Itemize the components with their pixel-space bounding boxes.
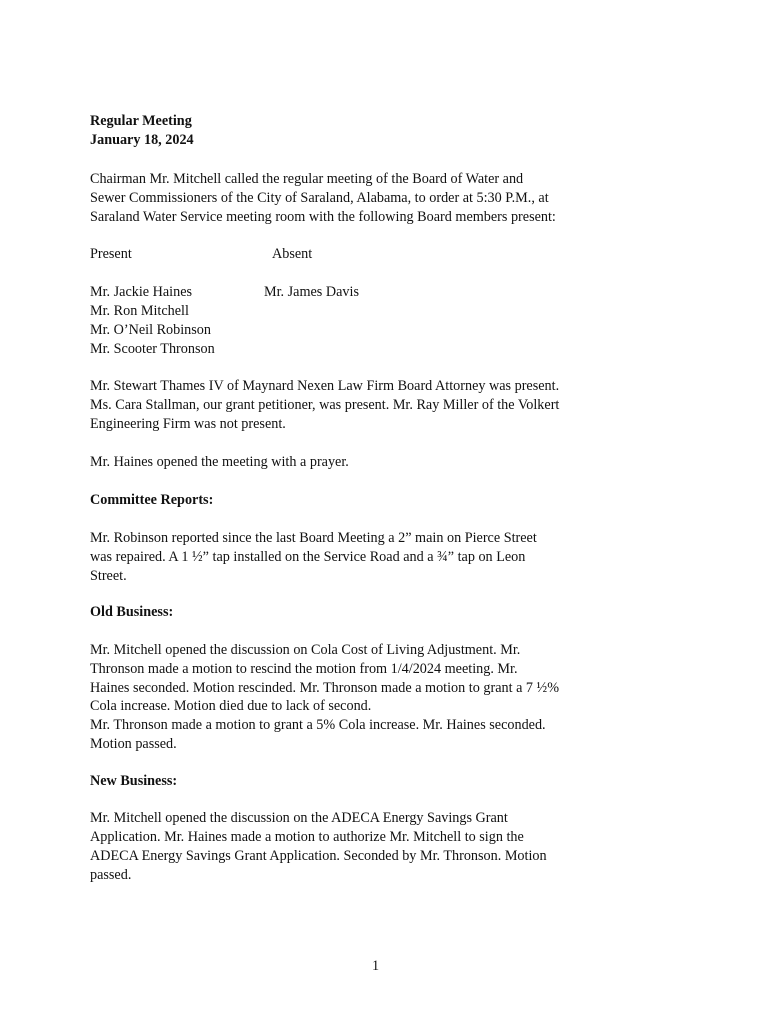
new-business-line: passed. <box>90 867 132 883</box>
absent-member: Mr. James Davis <box>264 284 359 300</box>
old-business-line: Haines seconded. Motion rescinded. Mr. Thronson made a motion to grant a 7 ½% <box>90 680 560 696</box>
old-business-line: Thronson made a motion to rescind the motion from 1/4/2024 meeting. Mr. <box>90 661 518 677</box>
new-business-heading: New Business: <box>90 773 178 789</box>
others-present-line: Engineering Firm was not present. <box>90 416 286 432</box>
new-business-line: ADECA Energy Savings Grant Application. Seconded by Mr. Thronson. Motion <box>90 848 547 864</box>
old-business-line: Cola increase. Motion died due to lack of second. <box>90 698 372 714</box>
committee-reports-line: was repaired. A 1 ½” tap installed on the Service Road and a ¾” tap on Leon <box>90 549 526 565</box>
new-business-line: Mr. Mitchell opened the discussion on the ADECA Energy Savings Grant <box>90 810 508 826</box>
intro-line: Chairman Mr. Mitchell called the regular meeting of the Board of Water and <box>90 171 524 187</box>
present-label: Present <box>90 246 132 262</box>
page-number: 1 <box>372 958 380 974</box>
committee-reports-line: Mr. Robinson reported since the last Board Meeting a 2” main on Pierce Street <box>90 530 537 546</box>
committee-reports-line: Street. <box>90 568 127 584</box>
prayer-line: Mr. Haines opened the meeting with a prayer. <box>90 454 349 470</box>
present-member: Mr. Ron Mitchell <box>90 303 189 319</box>
old-business-line: Mr. Thronson made a motion to grant a 5% Cola increase. Mr. Haines seconded. <box>90 717 546 733</box>
old-business-line: Motion passed. <box>90 736 177 752</box>
intro-line: Saraland Water Service meeting room with the following Board members present: <box>90 209 556 225</box>
others-present-line: Ms. Cara Stallman, our grant petitioner, was present. Mr. Ray Miller of the Volkert <box>90 397 560 413</box>
present-member: Mr. Scooter Thronson <box>90 341 215 357</box>
committee-reports-heading: Committee Reports: <box>90 492 214 508</box>
intro-line: Sewer Commissioners of the City of Saraland, Alabama, to order at 5:30 P.M., at <box>90 190 549 206</box>
present-member: Mr. O’Neil Robinson <box>90 322 211 338</box>
meeting-title: Regular Meeting <box>90 113 192 129</box>
present-member: Mr. Jackie Haines <box>90 284 193 300</box>
new-business-line: Application. Mr. Haines made a motion to authorize Mr. Mitchell to sign the <box>90 829 524 845</box>
old-business-line: Mr. Mitchell opened the discussion on Cola Cost of Living Adjustment. Mr. <box>90 642 521 658</box>
meeting-date: January 18, 2024 <box>90 132 194 148</box>
others-present-line: Mr. Stewart Thames IV of Maynard Nexen Law Firm Board Attorney was present. <box>90 378 560 394</box>
absent-label: Absent <box>272 246 313 262</box>
old-business-heading: Old Business: <box>90 604 174 620</box>
